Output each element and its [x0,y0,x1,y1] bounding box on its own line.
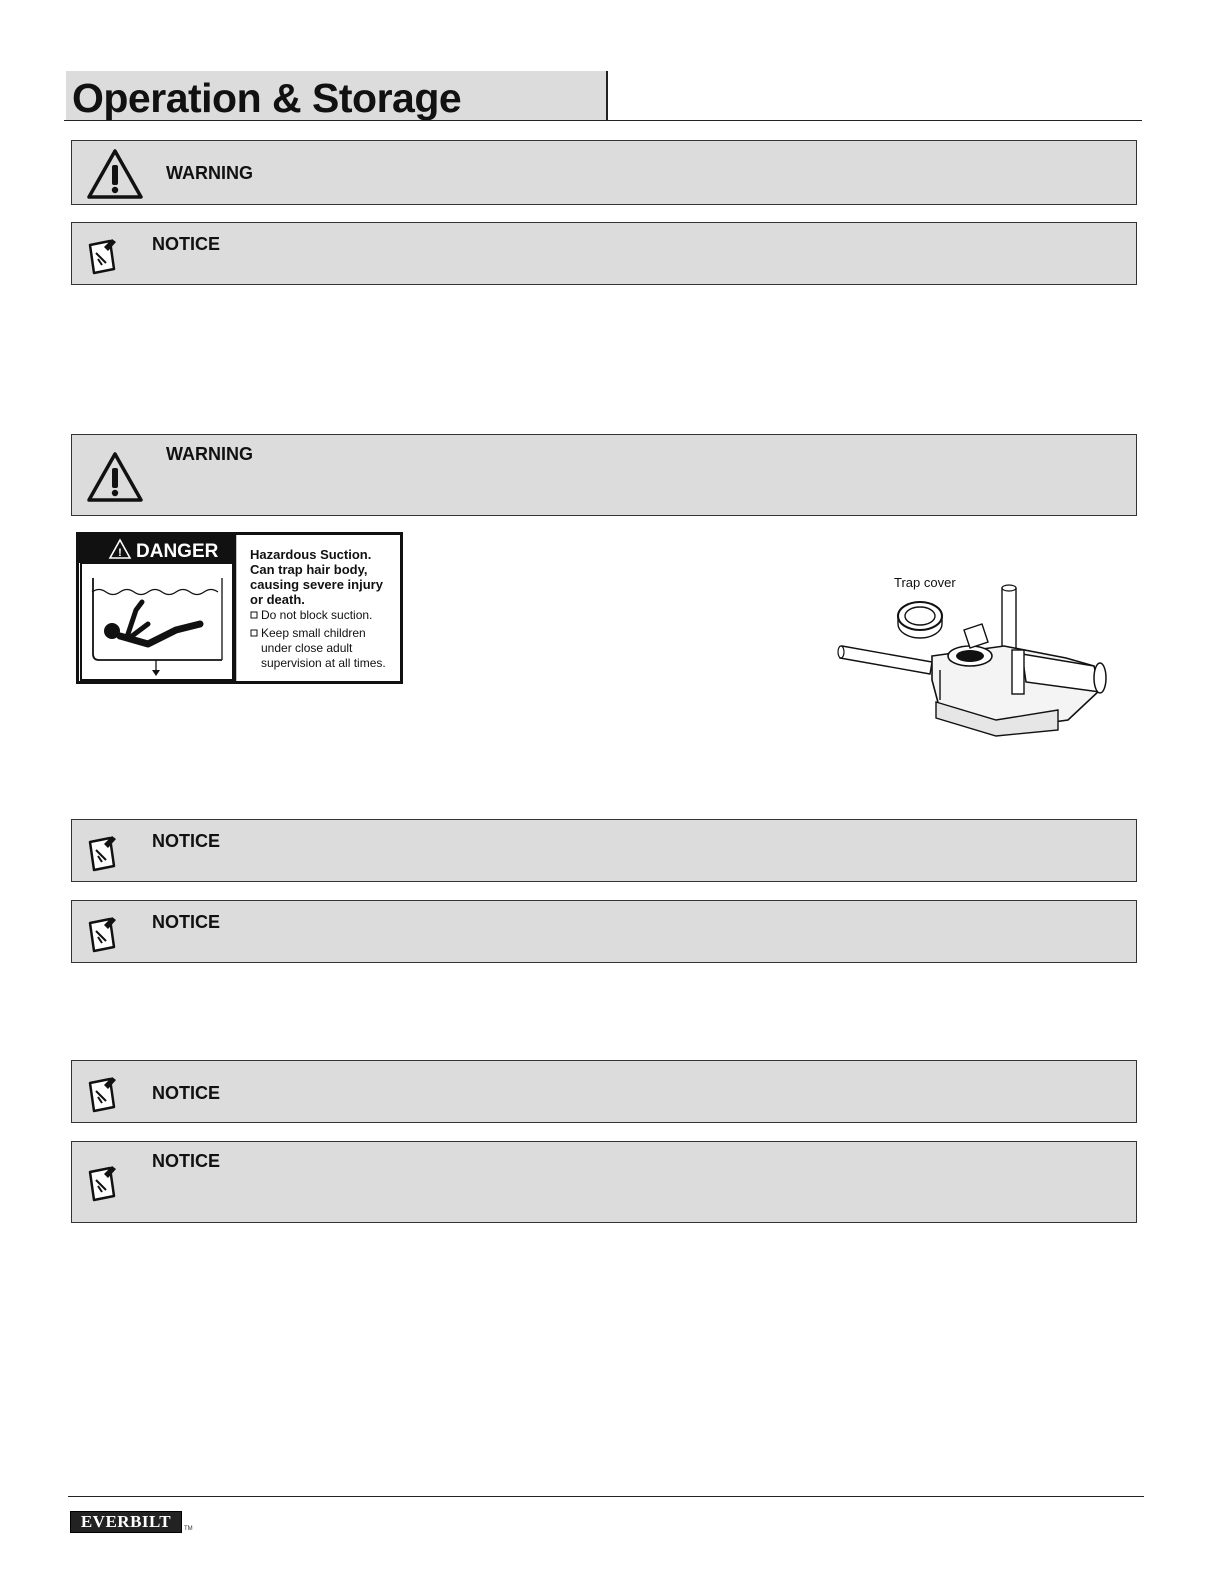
notepad-pencil-icon [86,1164,120,1202]
notepad-pencil-icon [86,237,120,275]
warning-label: WARNING [166,444,253,464]
notice-box-2 [71,819,1137,882]
svg-text:!: ! [118,547,122,559]
trap-cover-label: Trap cover [894,575,956,590]
danger-line-1: Hazardous Suction. [250,547,372,562]
page-title: Operation & Storage [72,75,462,121]
notepad-pencil-icon [86,915,120,953]
title-divider [64,120,1142,121]
notice-box-1 [71,222,1137,285]
warning-box-1 [71,140,1137,205]
notice-label: NOTICE [152,912,221,932]
danger-bullet-1: Do not block suction. [261,608,373,622]
danger-line-3: causing severe injury [250,577,383,592]
pump-illustration [836,570,1108,740]
trademark-mark: TM [184,1526,193,1532]
danger-line-4: or death. [250,592,305,607]
warning-label: WARNING [166,163,253,183]
section-header [66,71,608,121]
notice-box-4 [71,1060,1137,1123]
danger-header: DANGER [136,541,219,562]
warning-box-2 [71,434,1137,516]
notepad-pencil-icon [86,834,120,872]
warning-triangle-icon [86,148,144,200]
notice-label: NOTICE [152,234,221,254]
notepad-pencil-icon [86,1075,120,1113]
danger-line-2: Can trap hair body, [250,562,368,577]
notice-label: NOTICE [152,1083,221,1103]
danger-bullet-2a: Keep small children [261,626,366,640]
footer-divider [68,1496,1144,1497]
notice-label: NOTICE [152,831,221,851]
danger-bullet-2b: under close adult [261,641,353,655]
danger-sign [76,532,403,684]
notice-label: NOTICE [152,1151,221,1171]
warning-triangle-icon [86,451,144,503]
brand-logo: EVERBILT [70,1511,182,1533]
notice-box-3 [71,900,1137,963]
notice-box-5 [71,1141,1137,1223]
danger-bullet-2c: supervision at all times. [261,656,386,670]
